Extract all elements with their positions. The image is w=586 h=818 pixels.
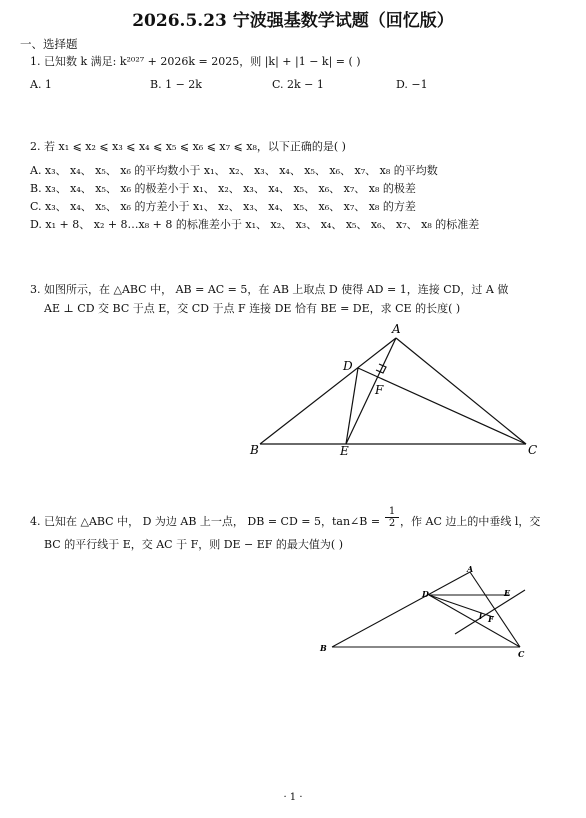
label-a: A (392, 322, 401, 336)
section-heading: 一、选择题 (20, 37, 78, 51)
label-f: F (375, 383, 384, 397)
question-4-line-1b: ，作 AC 边上的中垂线 l，交 (400, 515, 541, 528)
question-2-option-d: D. x₁ + 8、 x₂ + 8…x₈ + 8 的标准差小于 x₁、 x₂、 x₃、 x₄、 x₅、 x₆、 x₇、 x₈ 的标准差 (30, 218, 480, 231)
segment-ae (346, 338, 396, 444)
fraction-numerator: 1 (385, 506, 399, 518)
label-l: l (479, 611, 483, 621)
question-1-option-d: D. −1 (396, 78, 428, 91)
question-1-option-a: A. 1 (30, 78, 52, 91)
question-2-stem: 2. 若 x₁ ⩽ x₂ ⩽ x₃ ⩽ x₄ ⩽ x₅ ⩽ x₆ ⩽ x₇ ⩽ x₈，以下正确的是( ) (30, 140, 346, 153)
segment-cd (358, 368, 526, 444)
label-a: A (467, 565, 474, 574)
label-e: E (340, 444, 349, 458)
question-2-option-a: A. x₃、 x₄、 x₅、 x₆ 的平均数小于 x₁、 x₂、 x₃、 x₄、 x₅、 x₆、 x₇、 x₈ 的平均数 (30, 164, 438, 177)
label-b: B (250, 443, 259, 457)
label-d: D (422, 589, 429, 599)
label-c: C (518, 649, 525, 659)
segment-ab (332, 572, 470, 647)
page-number: · 1 · (283, 792, 303, 803)
segment-cd (429, 595, 520, 647)
question-4-fraction (385, 506, 399, 529)
question-3-line-2: AE ⊥ CD 交 BC 于点 E，交 CD 于点 F 连接 DE 恰有 BE = DE，求 CE 的长度( ) (44, 302, 461, 315)
page-title: 2026.5.23 宁波强基数学试题（回忆版） (132, 11, 454, 31)
question-3-figure (240, 318, 550, 468)
question-2-option-b: B. x₃、 x₄、 x₅、 x₆ 的极差小于 x₁、 x₂、 x₃、 x₄、 x₅、 x₆、 x₇、 x₈ 的极差 (30, 182, 416, 195)
perpendicular-bisector-l (455, 590, 525, 634)
question-1-option-c: C. 2k − 1 (272, 78, 324, 91)
segment-ac (396, 338, 526, 444)
question-2-option-c: C. x₃、 x₄、 x₅、 x₆ 的方差小于 x₁、 x₂、 x₃、 x₄、 x₅、 x₆、 x₇、 x₈ 的方差 (30, 200, 416, 213)
fraction-denominator: 2 (388, 518, 396, 529)
label-e: E (504, 588, 511, 598)
question-3-line-1: 3. 如图所示，在 △ABC 中， AB = AC = 5，在 AB 上取点 D 使得 AD = 1，连接 CD，过 A 做 (30, 283, 509, 296)
question-4-line-1a: 4. 已知在 △ABC 中， D 为边 AB 上一点， DB = CD = 5，tan∠B = (30, 515, 381, 528)
question-4-line-2: BC 的平行线于 E，交 AC 于 F，则 DE − EF 的最大值为( ) (44, 538, 344, 551)
question-4-figure (315, 565, 540, 665)
label-c: C (528, 443, 538, 457)
label-b: B (320, 643, 327, 653)
label-f: F (488, 614, 494, 624)
label-d: D (343, 359, 353, 373)
question-1-option-b: B. 1 − 2k (150, 78, 202, 91)
question-1-stem: 1. 已知数 k 满足: k²⁰²⁷ + 2026k = 2025，则 |k| + |1 − k| = ( ) (30, 55, 361, 68)
